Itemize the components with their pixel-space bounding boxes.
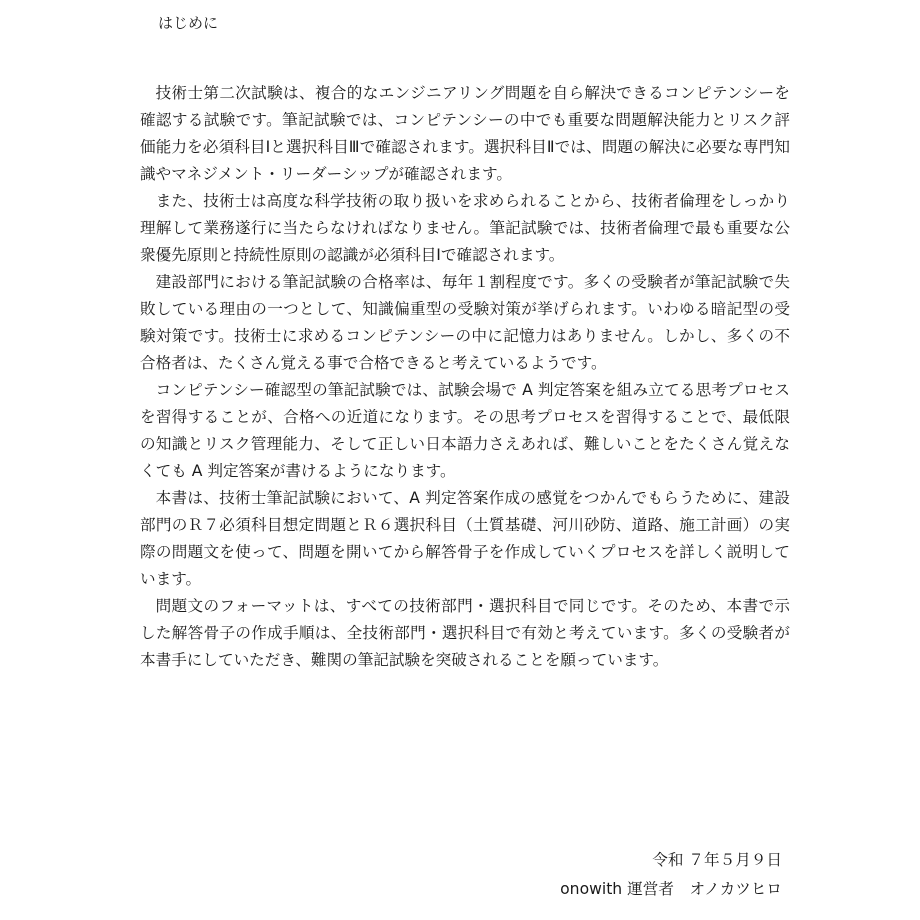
document-author: onowith 運営者 オノカツヒロ bbox=[560, 880, 782, 898]
paragraph-4: コンピテンシー確認型の筆記試験では、試験会場で A 判定答案を組み立てる思考プロセスを習得することが、合格への近道になります。その思考プロセスを習得することで、最低限の知識とリスク管理能力、そして正しい日本語力さえあれば、難しいことをたくさん覚えなくても A 判定答案が書けるようになります。 bbox=[140, 381, 790, 480]
document-date: 令和 ７年５月９日 bbox=[652, 851, 782, 869]
paragraph-1: 技術士第二次試験は、複合的なエンジニアリング問題を自ら解決できるコンピテンシーを確認する試験です。筆記試験では、コンピテンシーの中でも重要な問題解決能力とリスク評価能力を必須科目Ⅰと選択科目Ⅲで確認されます。選択科目Ⅱでは、問題の解決に必要な専門知識やマネジメント・リーダーシップが確認されます。 bbox=[140, 84, 790, 183]
paragraph-5: 本書は、技術士筆記試験において、A 判定答案作成の感覚をつかんでもらうために、建設部門のＲ７必須科目想定問題とＲ６選択科目（土質基礎、河川砂防、道路、施工計画）の実際の問題文を使って、問題を開いてから解答骨子を作成していくプロセスを詳しく説明しています。 bbox=[140, 489, 790, 588]
paragraph-3: 建設部門における筆記試験の合格率は、毎年１割程度です。多くの受験者が筆記試験で失敗している理由の一つとして、知識偏重型の受験対策が挙げられます。いわゆる暗記型の受験対策です。技術士に求めるコンピテンシーの中に記憶力はありません。しかし、多くの不合格者は、たくさん覚える事で合格できると考えているようです。 bbox=[140, 273, 790, 372]
paragraph-6: 問題文のフォーマットは、すべての技術部門・選択科目で同じです。そのため、本書で示した解答骨子の作成手順は、全技術部門・選択科目で有効と考えています。多くの受験者が本書手にしていただき、難関の筆記試験を突破されることを願っています。 bbox=[140, 597, 790, 669]
document-body bbox=[140, 80, 790, 674]
page-heading: はじめに bbox=[158, 14, 219, 32]
paragraph-2: また、技術士は高度な科学技術の取り扱いを求められることから、技術者倫理をしっかり理解して業務遂行に当たらなければなりません。筆記試験では、技術者倫理で最も重要な公衆優先原則と持続性原則の認識が必須科目Ⅰで確認されます。 bbox=[140, 192, 790, 264]
